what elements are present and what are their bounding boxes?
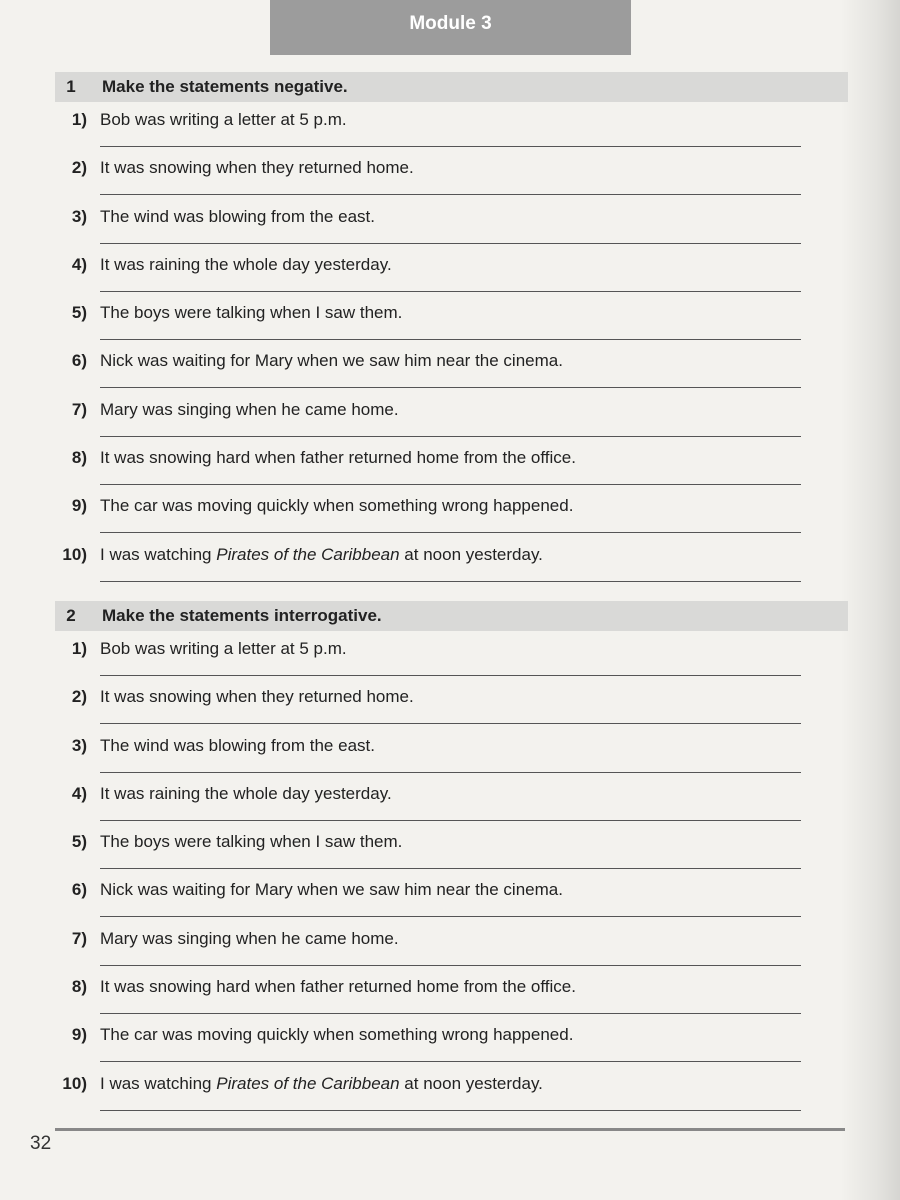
item-text-part: I was watching — [100, 1073, 217, 1093]
item-text-part: I was watching — [100, 544, 217, 564]
item-number: 10) — [62, 544, 87, 564]
item-text: Nick was waiting for Mary when we saw him near the cinema. — [100, 880, 563, 900]
item-text: It was snowing hard when father returned home from the office. — [100, 448, 576, 468]
answer-line[interactable] — [100, 772, 801, 773]
item-text: Mary was singing when he came home. — [100, 399, 399, 419]
exercise-section-1 — [55, 72, 848, 589]
answer-line[interactable] — [100, 436, 801, 437]
exercise-item — [55, 925, 848, 973]
item-number: 8) — [71, 448, 87, 468]
answer-line[interactable] — [100, 146, 801, 147]
answer-line[interactable] — [100, 291, 801, 292]
answer-line[interactable] — [100, 1110, 801, 1111]
answer-line[interactable] — [100, 339, 801, 340]
exercise-item — [55, 1021, 848, 1069]
item-number: 9) — [71, 1025, 87, 1045]
exercise-item — [55, 444, 848, 492]
answer-line[interactable] — [100, 1013, 801, 1014]
item-text — [100, 545, 543, 565]
item-number: 10) — [62, 1073, 87, 1093]
item-number: 2) — [71, 687, 87, 707]
exercise-item — [55, 106, 848, 154]
item-number: 2) — [71, 158, 87, 178]
item-number: 1) — [71, 639, 87, 658]
answer-line[interactable] — [100, 194, 801, 195]
answer-line[interactable] — [100, 675, 801, 676]
item-text: The wind was blowing from the east. — [100, 735, 375, 755]
item-text: It was snowing hard when father returned home from the office. — [100, 977, 576, 997]
answer-line[interactable] — [100, 243, 801, 244]
item-text: It was snowing when they returned home. — [100, 687, 414, 707]
item-number: 9) — [71, 496, 87, 516]
section-header — [55, 72, 848, 102]
section-header — [55, 601, 848, 631]
item-number: 6) — [71, 351, 87, 371]
item-number: 4) — [71, 783, 87, 803]
page-edge-shadow — [840, 0, 900, 1200]
answer-line[interactable] — [100, 868, 801, 869]
item-text: Bob was writing a letter at 5 p.m. — [100, 110, 347, 129]
item-number: 3) — [71, 735, 87, 755]
exercise-item — [55, 732, 848, 780]
answer-line[interactable] — [100, 965, 801, 966]
exercise-item — [55, 1070, 848, 1118]
item-number: 5) — [71, 832, 87, 852]
item-number: 3) — [71, 206, 87, 226]
item-text-part: at noon yesterday. — [399, 1073, 543, 1093]
exercise-item — [55, 396, 848, 444]
item-number: 1) — [71, 110, 87, 129]
section-instruction: Make the statements negative. — [102, 77, 348, 96]
exercise-item — [55, 299, 848, 347]
answer-line[interactable] — [100, 723, 801, 724]
answer-line[interactable] — [100, 1061, 801, 1062]
item-text — [100, 1074, 543, 1094]
item-number: 7) — [71, 399, 87, 419]
film-title: Pirates of the Caribbean — [216, 1073, 400, 1093]
exercise-item — [55, 780, 848, 828]
section-number: 2 — [66, 606, 76, 625]
answer-line[interactable] — [100, 581, 801, 582]
item-number: 8) — [71, 977, 87, 997]
item-text: Nick was waiting for Mary when we saw him near the cinema. — [100, 351, 563, 371]
section-instruction: Make the statements interrogative. — [102, 606, 382, 625]
exercise-item — [55, 203, 848, 251]
answer-line[interactable] — [100, 820, 801, 821]
exercise-section-2 — [55, 601, 848, 1118]
exercise-item — [55, 635, 848, 683]
exercise-item — [55, 541, 848, 589]
item-text: It was snowing when they returned home. — [100, 158, 414, 178]
item-number: 4) — [71, 254, 87, 274]
footer-rule — [55, 1128, 845, 1131]
module-header — [270, 0, 631, 55]
item-number: 7) — [71, 928, 87, 948]
exercise-item — [55, 683, 848, 731]
item-text: Bob was writing a letter at 5 p.m. — [100, 639, 347, 658]
exercise-item — [55, 154, 848, 202]
answer-line[interactable] — [100, 916, 801, 917]
exercise-item — [55, 973, 848, 1021]
item-text: The car was moving quickly when something wrong happened. — [100, 1025, 574, 1045]
item-text: The wind was blowing from the east. — [100, 206, 375, 226]
answer-line[interactable] — [100, 532, 801, 533]
item-text: It was raining the whole day yesterday. — [100, 254, 392, 274]
exercise-item — [55, 828, 848, 876]
module-title: Module 3 — [409, 12, 492, 34]
item-number: 6) — [71, 880, 87, 900]
exercise-item — [55, 492, 848, 540]
item-text: The boys were talking when I saw them. — [100, 832, 403, 852]
exercise-item — [55, 347, 848, 395]
film-title: Pirates of the Caribbean — [216, 544, 400, 564]
item-text: The boys were talking when I saw them. — [100, 303, 403, 323]
item-number: 5) — [71, 303, 87, 323]
exercise-item — [55, 876, 848, 924]
answer-line[interactable] — [100, 387, 801, 388]
section-number: 1 — [66, 77, 76, 96]
answer-line[interactable] — [100, 484, 801, 485]
item-text: The car was moving quickly when something wrong happened. — [100, 496, 574, 516]
exercise-item — [55, 251, 848, 299]
page-number: 32 — [30, 1133, 52, 1154]
item-text-part: at noon yesterday. — [399, 544, 543, 564]
item-text: Mary was singing when he came home. — [100, 928, 399, 948]
item-text: It was raining the whole day yesterday. — [100, 783, 392, 803]
